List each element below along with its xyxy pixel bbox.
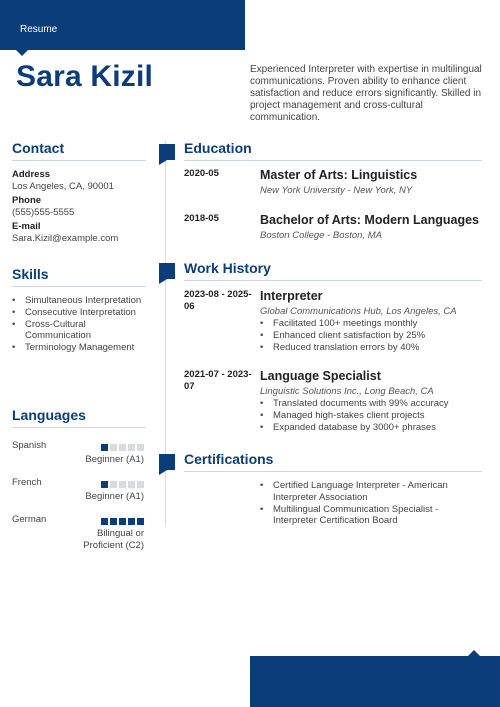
rating-square <box>119 444 126 451</box>
language-rating <box>101 518 144 525</box>
rating-square <box>119 518 126 525</box>
phone-label: Phone <box>12 195 42 206</box>
language-rating <box>101 444 144 451</box>
candidate-name: Sara Kizil <box>16 60 154 93</box>
skill-item: • Consecutive Interpretation <box>12 307 146 319</box>
contact-section <box>12 140 146 246</box>
rating-square <box>110 518 117 525</box>
entry-title: Bachelor of Arts: Modern Languages <box>260 213 480 227</box>
contact-heading: Contact <box>12 140 146 161</box>
entry-subtitle: Linguistic Solutions Inc., Long Beach, CA <box>260 386 434 397</box>
certification-item: • Certified Language Interpreter - American Interpreter Association <box>260 480 482 504</box>
languages-heading: Languages <box>12 407 146 428</box>
skills-list <box>12 295 146 354</box>
rating-square <box>119 481 126 488</box>
language-level: Bilingual or Proficient (C2) <box>83 528 144 551</box>
bullet-item: • Facilitated 100+ meetings monthly <box>260 318 482 330</box>
bullet-item: • Translated documents with 99% accuracy <box>260 398 482 410</box>
rating-square <box>137 481 144 488</box>
rating-square <box>128 444 135 451</box>
language-name: German <box>12 514 47 525</box>
language-item <box>12 440 146 477</box>
bottom-banner <box>250 656 500 707</box>
entry-date: 2023-08 - 2025-06 <box>184 289 252 312</box>
language-item <box>12 514 146 551</box>
language-level: Beginner (A1) <box>85 454 144 465</box>
entry-title: Language Specialist <box>260 369 381 383</box>
bullet-item: • Managed high-stakes client projects <box>260 410 482 422</box>
certification-item: • Multilingual Communication Specialist - Interpreter Certification Board <box>260 504 482 528</box>
language-level: Beginner (A1) <box>85 491 144 502</box>
skill-item: • Simultaneous Interpretation <box>12 295 146 307</box>
skill-item: • Cross-Cultural Communication <box>12 319 146 343</box>
email-value: Sara.Kizil@example.com <box>12 233 119 244</box>
entry-title: Master of Arts: Linguistics <box>260 168 418 182</box>
rating-square <box>101 481 108 488</box>
summary-text: Experienced Interpreter with expertise in multilingual communications. Proven ability to enhance client satisfaction and reduce errors significantly. Skilled in project management and cross-cultural communication. <box>250 64 482 123</box>
entry-title: Interpreter <box>260 289 323 303</box>
phone-value: (555)555-5555 <box>12 207 75 218</box>
banner-notch <box>468 650 480 656</box>
entry-subtitle: Global Communications Hub, Los Angeles, CA <box>260 306 457 317</box>
bullet-item: • Reduced translation errors by 40% <box>260 342 482 354</box>
banner-notch <box>16 50 28 56</box>
rating-square <box>128 481 135 488</box>
rating-square <box>110 444 117 451</box>
entry-date: 2020-05 <box>184 168 219 179</box>
address-label: Address <box>12 169 51 180</box>
entry-date: 2021-07 - 2023-07 <box>184 369 252 392</box>
flag-icon <box>159 144 175 160</box>
entry-subtitle: New York University - New York, NY <box>260 185 413 196</box>
language-item <box>12 477 146 514</box>
bullet-item: • Expanded database by 3000+ phrases <box>260 422 482 434</box>
work-heading: Work History <box>184 260 482 281</box>
flag-icon <box>159 454 175 470</box>
language-name: French <box>12 477 42 488</box>
skills-heading: Skills <box>12 266 146 287</box>
skills-section <box>12 266 146 354</box>
certifications-heading: Certifications <box>184 451 482 472</box>
bullet-item: • Enhanced client satisfaction by 25% <box>260 330 482 342</box>
flag-icon <box>159 263 175 279</box>
rating-square <box>110 481 117 488</box>
rating-square <box>137 444 144 451</box>
language-rating <box>101 481 144 488</box>
languages-section <box>12 407 146 551</box>
entry-date: 2018-05 <box>184 213 219 224</box>
top-banner <box>0 0 245 50</box>
education-heading: Education <box>184 140 482 161</box>
rating-square <box>101 444 108 451</box>
certifications-list <box>260 480 482 527</box>
bullet-list <box>260 398 482 433</box>
rating-square <box>137 518 144 525</box>
skill-item: • Terminology Management <box>12 342 146 354</box>
email-label: E-mail <box>12 221 41 232</box>
address-value: Los Angeles, CA, 90001 <box>12 181 114 192</box>
rating-square <box>101 518 108 525</box>
rating-square <box>128 518 135 525</box>
bullet-list <box>260 318 482 353</box>
entry-subtitle: Boston College - Boston, MA <box>260 230 382 241</box>
language-name: Spanish <box>12 440 47 451</box>
resume-tag: Resume <box>20 24 58 35</box>
